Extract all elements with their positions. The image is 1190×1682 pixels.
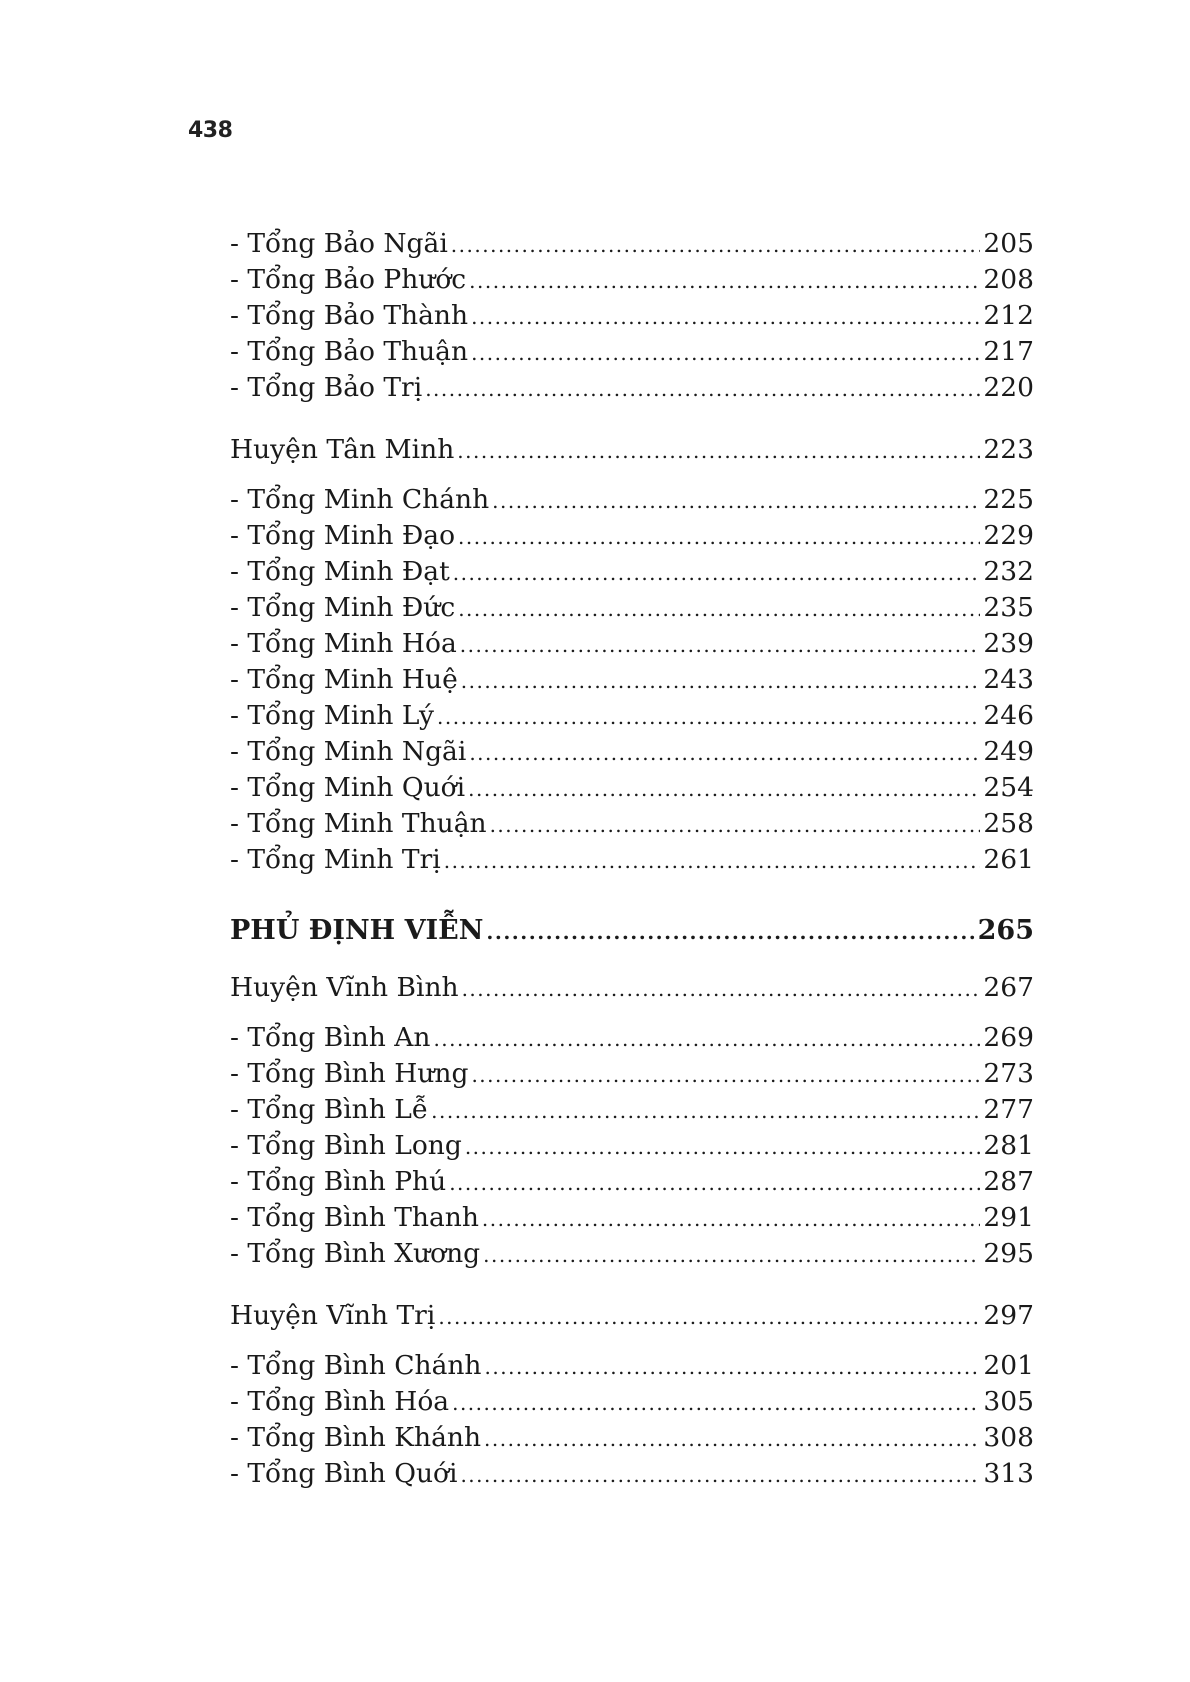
toc-entry: [230, 806, 1034, 842]
dot-leader: [452, 1385, 980, 1421]
entry-label: - Tổng Bình An: [230, 1022, 431, 1053]
entry-page: 281: [983, 1130, 1034, 1161]
toc-entry: [230, 1348, 1034, 1384]
entry-label: - Tổng Minh Đức: [230, 592, 456, 623]
dot-leader: [471, 299, 980, 335]
entry-label: - Tổng Bảo Phước: [230, 264, 467, 295]
entry-page: 287: [983, 1166, 1034, 1197]
toc-section-vinh-binh: [230, 966, 1034, 1272]
toc-entry: [230, 1128, 1034, 1164]
dot-leader: [486, 907, 974, 957]
toc-entry: [230, 590, 1034, 626]
entry-page: 258: [983, 808, 1034, 839]
dot-leader: [460, 627, 981, 663]
heading-label: Huyện Vĩnh Bình: [230, 972, 459, 1003]
toc-chapter: [230, 906, 1034, 956]
toc-entry: [230, 518, 1034, 554]
dot-leader: [425, 371, 980, 407]
toc-entry: [230, 334, 1034, 370]
entry-label: - Tổng Minh Huệ: [230, 664, 458, 695]
dot-leader: [458, 591, 980, 627]
heading-page: 267: [983, 972, 1034, 1003]
entry-label: - Tổng Bình Long: [230, 1130, 462, 1161]
entry-label: - Tổng Bảo Thành: [230, 300, 469, 331]
dot-leader: [483, 1237, 980, 1273]
entry-label: - Tổng Minh Hóa: [230, 628, 457, 659]
toc-entry: [230, 662, 1034, 698]
toc-chapter-phu-dinh-vien: [230, 906, 1034, 956]
entry-page: 313: [983, 1458, 1034, 1489]
toc-entry: [230, 226, 1034, 262]
toc-entry: [230, 554, 1034, 590]
entry-page: 232: [983, 556, 1034, 587]
entry-page: 220: [983, 372, 1034, 403]
entry-page: 201: [983, 1350, 1034, 1381]
entry-label: - Tổng Bình Thanh: [230, 1202, 479, 1233]
entry-label: - Tổng Minh Đạt: [230, 556, 450, 587]
entry-label: - Tổng Minh Ngãi: [230, 736, 467, 767]
entry-page: 217: [983, 336, 1034, 367]
toc-section-vinh-tri: [230, 1294, 1034, 1492]
entry-label: - Tổng Bình Hưng: [230, 1058, 469, 1089]
toc-section-bao: [230, 226, 1034, 406]
entry-page: 291: [983, 1202, 1034, 1233]
toc-entry: [230, 370, 1034, 406]
entry-label: - Tổng Bình Xương: [230, 1238, 481, 1269]
toc-entry: [230, 1236, 1034, 1272]
dot-leader: [482, 1201, 981, 1237]
dot-leader: [462, 967, 981, 1011]
toc-entry: [230, 1020, 1034, 1056]
table-of-contents: [230, 226, 1034, 1492]
entry-label: - Tổng Minh Lý: [230, 700, 434, 731]
heading-page: 297: [983, 1300, 1034, 1331]
entry-label: - Tổng Minh Chánh: [230, 484, 490, 515]
toc-entry: [230, 1420, 1034, 1456]
dot-leader: [457, 429, 980, 473]
toc-entry: [230, 298, 1034, 334]
entry-label: - Tổng Bình Hóa: [230, 1386, 450, 1417]
toc-heading: [230, 428, 1034, 472]
dot-leader: [484, 1421, 980, 1457]
dot-leader: [431, 1093, 980, 1129]
entry-label: - Tổng Minh Trị: [230, 844, 441, 875]
entry-label: - Tổng Bình Phú: [230, 1166, 447, 1197]
dot-leader: [492, 483, 980, 519]
entry-page: 205: [983, 228, 1034, 259]
entry-page: 273: [983, 1058, 1034, 1089]
toc-entry: [230, 262, 1034, 298]
entry-page: 305: [983, 1386, 1034, 1417]
entry-page: 269: [983, 1022, 1034, 1053]
entry-label: - Tổng Bảo Ngãi: [230, 228, 448, 259]
entry-label: - Tổng Minh Thuận: [230, 808, 487, 839]
dot-leader: [433, 1021, 980, 1057]
entry-label: - Tổng Bình Quới: [230, 1458, 458, 1489]
toc-entry: [230, 1384, 1034, 1420]
entry-page: 246: [983, 700, 1034, 731]
entry-page: 225: [983, 484, 1034, 515]
heading-label: Huyện Vĩnh Trị: [230, 1300, 436, 1331]
toc-entry: [230, 1456, 1034, 1492]
dot-leader: [437, 699, 980, 735]
dot-leader: [469, 735, 980, 771]
entry-label: - Tổng Minh Quới: [230, 772, 466, 803]
dot-leader: [449, 1165, 980, 1201]
entry-page: 249: [983, 736, 1034, 767]
dot-leader: [465, 1129, 981, 1165]
toc-entry: [230, 1164, 1034, 1200]
toc-section-tan-minh: [230, 428, 1034, 878]
entry-page: 235: [983, 592, 1034, 623]
toc-entry: [230, 1056, 1034, 1092]
entry-label: - Tổng Bảo Thuận: [230, 336, 469, 367]
dot-leader: [444, 843, 981, 879]
dot-leader: [461, 663, 981, 699]
entry-page: 308: [983, 1422, 1034, 1453]
entry-label: - Tổng Bình Chánh: [230, 1350, 482, 1381]
entry-page: 295: [983, 1238, 1034, 1269]
entry-page: 229: [983, 520, 1034, 551]
dot-leader: [471, 1057, 980, 1093]
page-number: 438: [188, 118, 233, 143]
dot-leader: [471, 335, 980, 371]
toc-entry: [230, 842, 1034, 878]
dot-leader: [453, 555, 981, 591]
entry-page: 254: [983, 772, 1034, 803]
dot-leader: [438, 1295, 980, 1339]
entry-label: - Tổng Bảo Trị: [230, 372, 423, 403]
entry-page: 208: [983, 264, 1034, 295]
dot-leader: [458, 519, 980, 555]
entry-page: 277: [983, 1094, 1034, 1125]
dot-leader: [485, 1349, 981, 1385]
heading-page: 223: [983, 434, 1034, 465]
toc-entry: [230, 698, 1034, 734]
chapter-label: PHỦ ĐỊNH VIỄN: [230, 915, 484, 946]
dot-leader: [490, 807, 981, 843]
heading-label: Huyện Tân Minh: [230, 434, 455, 465]
toc-heading: [230, 1294, 1034, 1338]
toc-entry: [230, 1200, 1034, 1236]
entry-page: 261: [983, 844, 1034, 875]
entry-label: - Tổng Bình Khánh: [230, 1422, 482, 1453]
toc-entry: [230, 770, 1034, 806]
toc-heading: [230, 966, 1034, 1010]
entry-label: - Tổng Bình Lễ: [230, 1094, 429, 1125]
chapter-page: 265: [977, 915, 1034, 946]
toc-entry: [230, 1092, 1034, 1128]
dot-leader: [469, 263, 980, 299]
dot-leader: [451, 227, 981, 263]
entry-page: 243: [983, 664, 1034, 695]
entry-page: 212: [983, 300, 1034, 331]
toc-entry: [230, 626, 1034, 662]
dot-leader: [468, 771, 980, 807]
toc-entry: [230, 734, 1034, 770]
entry-label: - Tổng Minh Đạo: [230, 520, 456, 551]
dot-leader: [460, 1457, 980, 1493]
toc-entry: [230, 482, 1034, 518]
entry-page: 239: [983, 628, 1034, 659]
